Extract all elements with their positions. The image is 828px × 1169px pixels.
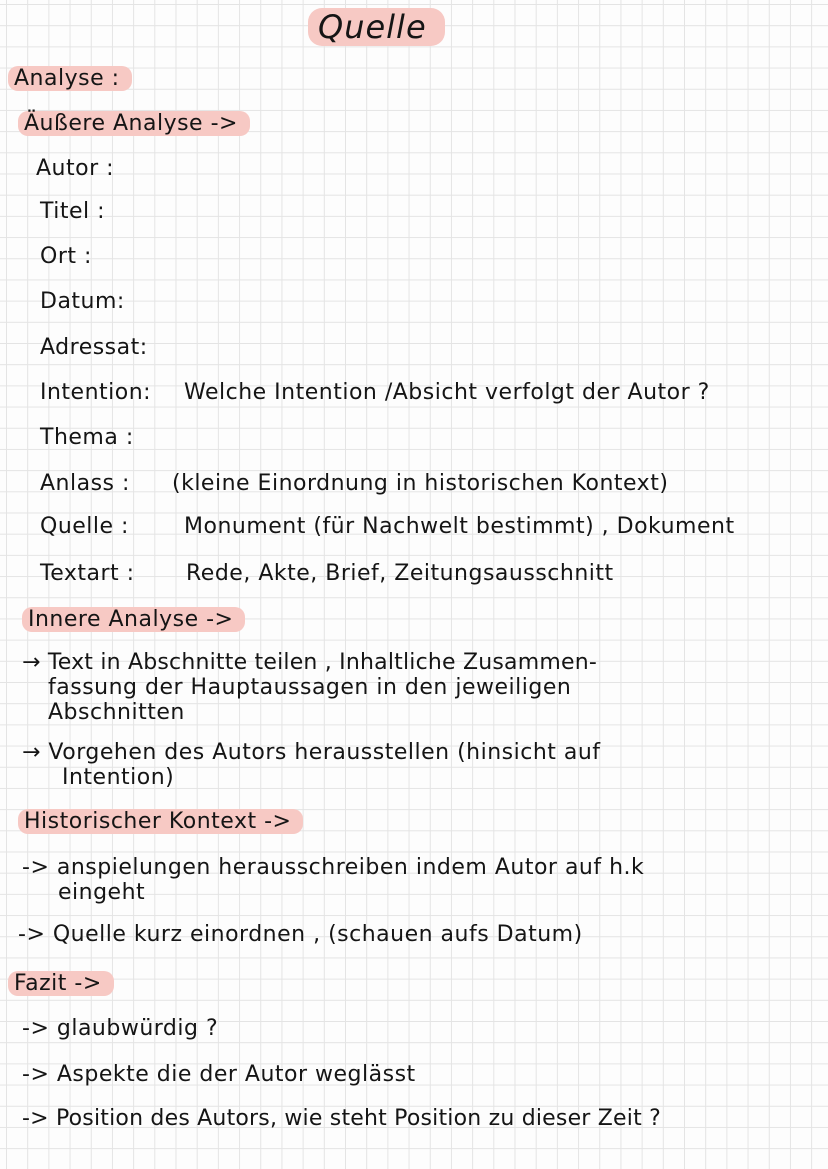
analysis-heading: Analyse : [8,66,132,92]
field-label: Thema : [40,425,134,450]
text-line: → Vorgehen des Autors herausstellen (hinsicht auf [22,740,601,765]
field-label: Textart : [40,561,135,586]
field-row [40,199,180,225]
text-line: -> Position des Autors, wie steht Position zu dieser Zeit ? [22,1106,661,1131]
text-line: Intention) [62,765,175,790]
text-line: Abschnitten [48,700,185,725]
text-line: -> Quelle kurz einordnen , (schauen aufs Datum) [18,922,583,947]
field-value: Welche Intention /Absicht verfolgt der Autor ? [184,380,710,405]
field-row [40,380,710,406]
field-value: Monument (für Nachwelt bestimmt) , Dokument [184,514,735,539]
field-value: Rede, Akte, Brief, Zeitungsausschnitt [186,561,614,586]
field-label: Autor : [36,156,115,181]
outer-analysis-heading: Äußere Analyse -> [18,111,250,137]
page-title: Quelle [308,8,445,46]
text-line: eingeht [58,880,146,905]
field-label: Anlass : [40,471,130,496]
field-row [40,289,180,315]
field-label: Titel : [40,199,106,224]
field-row [36,156,176,182]
text-line: -> glaubwürdig ? [22,1016,219,1041]
conclusion-heading: Fazit -> [8,971,114,997]
text-line: -> anspielungen herausschreiben indem Autor auf h.k [22,855,645,880]
field-row [40,425,180,451]
field-label: Adressat: [40,335,148,360]
field-row [40,471,668,497]
text-line: fassung der Hauptaussagen in den jeweiligen [48,675,572,700]
field-row [40,514,735,540]
text-line: → Text in Abschnitte teilen , Inhaltliche Zusammen- [22,650,597,675]
field-value: (kleine Einordnung in historischen Kontext) [172,471,669,496]
inner-analysis-heading: Innere Analyse -> [22,607,245,633]
text-line: -> Aspekte die der Autor weglässt [22,1062,416,1087]
field-row [40,561,614,587]
field-label: Quelle : [40,514,129,539]
field-row [40,335,180,361]
field-label: Intention: [40,380,152,405]
field-row [40,244,180,270]
field-label: Ort : [40,244,92,269]
historical-context-heading: Historischer Kontext -> [18,809,303,835]
field-label: Datum: [40,289,125,314]
